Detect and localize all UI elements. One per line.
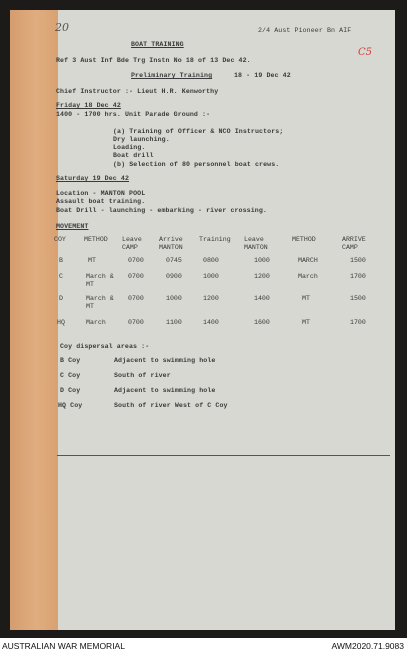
table-cell: 0800 bbox=[203, 257, 219, 264]
dispersal-coy: C Coy bbox=[60, 372, 81, 379]
friday-line: (b) Selection of 80 personnel boat crews. bbox=[113, 161, 280, 168]
table-cell: 1200 bbox=[203, 295, 219, 302]
table-cell: MT bbox=[302, 295, 310, 302]
table-header: Arrive MANTON bbox=[159, 236, 183, 251]
table-cell: 1100 bbox=[166, 319, 182, 326]
table-cell: HQ bbox=[57, 319, 65, 326]
table-cell: 1000 bbox=[166, 295, 182, 302]
table-header: METHOD bbox=[292, 236, 316, 243]
friday-line: (a) Training of Officer & NCO Instructors; bbox=[113, 128, 284, 135]
dispersal-area: Adjacent to swimming hole bbox=[114, 387, 216, 394]
table-header: Training bbox=[199, 236, 231, 243]
table-cell: MT bbox=[302, 319, 310, 326]
saturday-line: Boat Drill - launching - embarking - river crossing. bbox=[56, 207, 267, 214]
footer-accession-number: AWM2020.71.9083 bbox=[331, 641, 404, 651]
table-cell: 0700 bbox=[128, 319, 144, 326]
saturday-line: Assault boat training. bbox=[56, 198, 146, 205]
table-cell: 0900 bbox=[166, 273, 182, 280]
table-cell: C bbox=[59, 273, 63, 280]
table-cell: MARCH bbox=[298, 257, 318, 264]
dispersal-coy: HQ Coy bbox=[58, 402, 83, 409]
table-header: ARRIVE CAMP bbox=[342, 236, 366, 251]
document-title: BOAT TRAINING bbox=[131, 41, 184, 48]
table-cell: 1200 bbox=[254, 273, 270, 280]
document-page bbox=[10, 10, 395, 630]
dispersal-coy: D Coy bbox=[60, 387, 81, 394]
footer-credit: AUSTRALIAN WAR MEMORIAL bbox=[2, 641, 125, 651]
divider-line bbox=[57, 455, 390, 456]
table-cell: 1000 bbox=[203, 273, 219, 280]
table-cell: 1400 bbox=[254, 295, 270, 302]
movement-heading: MOVEMENT bbox=[56, 223, 89, 230]
friday-line: Loading. bbox=[113, 144, 146, 151]
table-cell: March bbox=[298, 273, 318, 280]
unit-designation: 2/4 Aust Pioneer Bn AIF bbox=[258, 27, 352, 34]
table-cell: D bbox=[59, 295, 63, 302]
table-cell: B bbox=[59, 257, 63, 264]
table-header: COY bbox=[54, 236, 66, 243]
table-cell: 1700 bbox=[350, 319, 366, 326]
table-cell: 1000 bbox=[254, 257, 270, 264]
reference-line: Ref 3 Aust Inf Bde Trg Instn No 18 of 13 Dec 42. bbox=[56, 57, 251, 64]
dispersal-area: South of river West of C Coy bbox=[114, 402, 228, 409]
paper-edge-strip bbox=[10, 10, 58, 630]
table-cell: March bbox=[86, 319, 106, 326]
table-cell: 1500 bbox=[350, 257, 366, 264]
table-header: Leave CAMP bbox=[122, 236, 142, 251]
table-cell: 0700 bbox=[128, 273, 144, 280]
friday-line: Boat drill bbox=[113, 152, 154, 159]
table-cell: 1500 bbox=[350, 295, 366, 302]
friday-heading: Friday 18 Dec 42 bbox=[56, 102, 121, 109]
chief-instructor: Chief Instructor :- Lieut H.R. Kenworthy bbox=[56, 88, 219, 95]
table-cell: 0700 bbox=[128, 257, 144, 264]
dispersal-heading: Coy dispersal areas :- bbox=[60, 343, 150, 350]
preliminary-training-dates: 18 - 19 Dec 42 bbox=[234, 72, 291, 79]
table-cell: 1600 bbox=[254, 319, 270, 326]
saturday-line: Location - MANTON POOL bbox=[56, 190, 146, 197]
dispersal-coy: B Coy bbox=[60, 357, 81, 364]
table-cell: March & MT bbox=[86, 295, 114, 310]
table-header: METHOD bbox=[84, 236, 108, 243]
table-cell: 1400 bbox=[203, 319, 219, 326]
friday-line: Dry launching. bbox=[113, 136, 170, 143]
table-cell: 1700 bbox=[350, 273, 366, 280]
friday-time: 1400 - 1700 hrs. Unit Parade Ground :- bbox=[56, 111, 211, 118]
table-header: Leave MANTON bbox=[244, 236, 268, 251]
handwritten-folio-number: 20 bbox=[55, 21, 69, 34]
dispersal-area: Adjacent to swimming hole bbox=[114, 357, 216, 364]
dispersal-area: South of river bbox=[114, 372, 171, 379]
preliminary-training-heading: Preliminary Training bbox=[131, 72, 213, 79]
saturday-heading: Saturday 19 Dec 42 bbox=[56, 175, 130, 182]
handwritten-red-mark: C5 bbox=[358, 47, 373, 58]
table-cell: MT bbox=[88, 257, 96, 264]
table-cell: 0700 bbox=[128, 295, 144, 302]
table-cell: March & MT bbox=[86, 273, 114, 288]
table-cell: 0745 bbox=[166, 257, 182, 264]
